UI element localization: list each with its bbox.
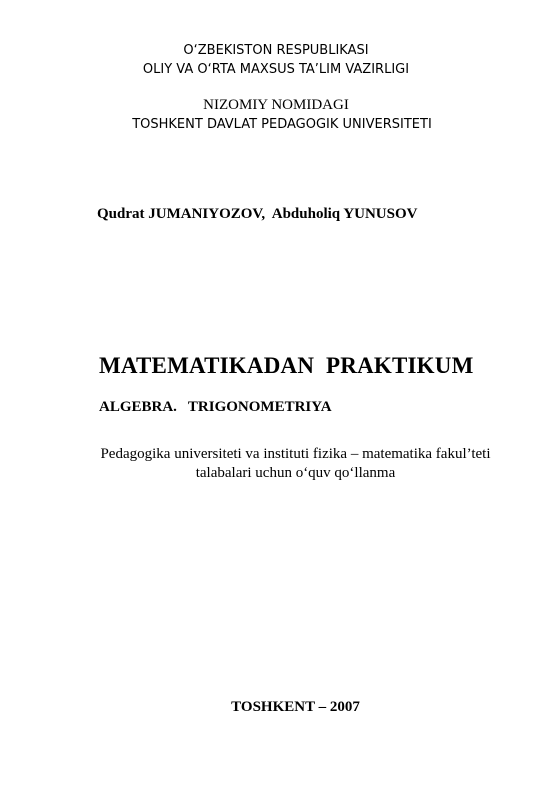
university-named-after-line: NIZOMIY NOMIDAGI: [203, 97, 349, 113]
authors: Qudrat JUMANIYOZOV, Abduholiq YUNUSOV: [97, 206, 418, 222]
description-line-2: talabalari uchun o‘quv qo‘llanma: [195, 465, 396, 481]
university-name-line: TOSHKENT DAVLAT PEDAGOGIK UNIVERSITETI: [132, 117, 432, 132]
ministry-country-line: O‘ZBEKISTON RESPUBLIKASI: [183, 43, 369, 58]
description-line-1: Pedagogika universiteti va instituti fizika – matematika fakul’teti: [100, 446, 491, 462]
book-subtitle: ALGEBRA. TRIGONOMETRIYA: [99, 399, 332, 415]
ministry-name-line: OLIY VA O‘RTA MAXSUS TA’LIM VAZIRLIGI: [142, 62, 410, 77]
book-description: [0, 445, 549, 483]
city-year: TOSHKENT – 2007: [231, 699, 360, 715]
book-title: MATEMATIKADAN PRAKTIKUM: [99, 353, 474, 378]
